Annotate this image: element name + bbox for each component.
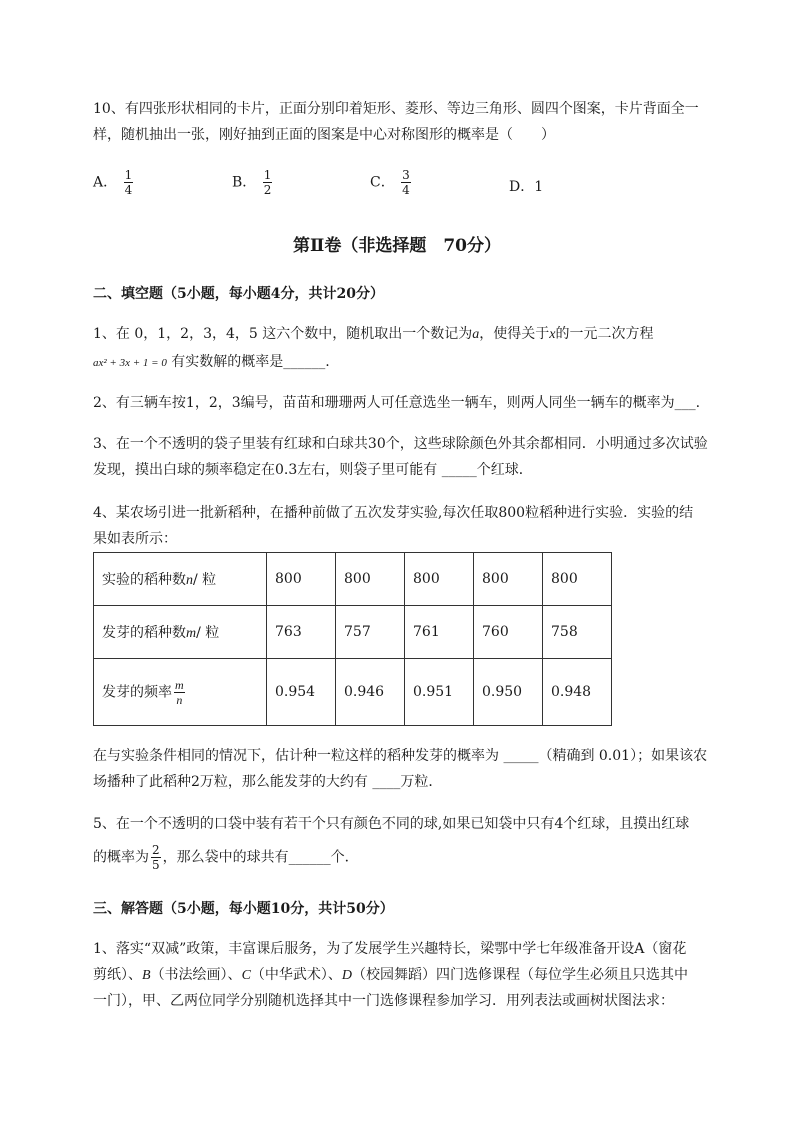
- table-cell: 757: [336, 606, 405, 659]
- s3-q1-var-d: D: [341, 968, 353, 983]
- option-a-label: A．: [93, 174, 118, 191]
- s3-q1-var-b: B: [142, 968, 151, 983]
- row3-label: 发芽的频率: [102, 684, 172, 700]
- table-cell: 758: [543, 606, 612, 659]
- s3-q1-text-d: （校园舞蹈）四门选修课程（每位学生必须且只选其中: [352, 967, 689, 983]
- option-d: D．1: [509, 179, 544, 195]
- s2-q5-line-2: [93, 843, 359, 872]
- table-cell: 763: [267, 606, 336, 659]
- s2-q4-after-1: 在与实验条件相同的情况下，估计种一粒这样的稻种发芽的概率为 _____（精确到 0.01）；如果该农: [93, 748, 708, 764]
- table-cell: 761: [405, 606, 474, 659]
- option-c-fraction: [401, 168, 411, 197]
- s2-q1-line-2: [93, 352, 330, 373]
- option-a: [93, 168, 135, 197]
- option-b: [232, 168, 274, 197]
- s2-q1-var-x: x: [549, 327, 556, 342]
- s3-q1-line-1: 1、落实“双减”政策，丰富课后服务，为了发展学生兴趣特长，梁鄂中学七年级准备开设A（窗花: [93, 941, 687, 957]
- s2-q4-after-2: 场播种了此稻种2万粒，那么能发芽的大约有 ____万粒．: [93, 774, 443, 790]
- option-c-denominator: 4: [402, 183, 410, 197]
- table-cell: 800: [336, 553, 405, 606]
- part-2-title: 第Ⅱ卷（非选择题 70分）: [293, 236, 501, 256]
- s2-q3-line-2: 发现，摸出白球的频率稳定在0.3左右，则袋子里可能有 _____个红球．: [93, 462, 533, 478]
- table-cell: 0.948: [543, 659, 612, 726]
- option-b-numerator: 1: [263, 168, 272, 182]
- option-b-fraction: [263, 168, 273, 197]
- s2-q1-text-a: 1、在 0，1，2，3，4，5 这六个数中，随机取出一个数记为: [93, 326, 473, 342]
- s3-q1-text-a: 剪纸）、: [93, 967, 142, 983]
- row3-numerator: m: [175, 677, 184, 692]
- table-cell: 760: [474, 606, 543, 659]
- s2-q1-equation: ax² + 3x + 1 = 0: [93, 357, 167, 369]
- s2-q5-text-b: ，那么袋中的球共有______个．: [162, 849, 359, 866]
- germination-table: [93, 552, 612, 726]
- option-c-label: C．: [370, 174, 395, 191]
- row-header-frequency: [94, 659, 267, 726]
- s2-q3-line-1: 3、在一个不透明的袋子里装有红球和白球共30个，这些球除颜色外其余都相同．小明通过多次试验: [93, 436, 708, 452]
- row1-label-a: 实验的稻种数: [102, 572, 186, 588]
- option-a-numerator: 1: [124, 168, 133, 182]
- option-a-fraction: [124, 168, 134, 197]
- s3-q1-var-c: C: [241, 968, 251, 983]
- option-b-denominator: 2: [263, 183, 272, 197]
- table-row-seeds: [94, 553, 612, 606]
- s3-q1-text-c: （中华武术）、: [250, 967, 342, 983]
- s2-q5-line-1: 5、在一个不透明的口袋中装有若干个只有颜色不同的球,如果已知袋中只有4个红球，且摸出红球: [93, 816, 690, 832]
- row-header-seeds: [94, 553, 267, 606]
- s2-q1-line-1: [93, 324, 653, 345]
- row1-var: n: [186, 573, 193, 588]
- q10-line-1: 10、有四张形状相同的卡片，正面分别印着矩形、菱形、等边三角形、圆四个图案，卡片背面全一: [93, 101, 699, 117]
- option-a-denominator: 4: [124, 183, 133, 197]
- table-row-germinated: [94, 606, 612, 659]
- table-cell: 0.946: [336, 659, 405, 726]
- section-3-heading: 三、解答题（5小题，每小题10分，共计50分）: [93, 901, 394, 917]
- s3-q1-line-3: 一门），甲、乙两位同学分别随机选择其中一门选修课程参加学习．用列表法或画树状图法求：: [93, 993, 674, 1009]
- s2-q5-denominator: 5: [152, 858, 160, 872]
- s2-q5-fraction: [151, 843, 161, 872]
- s2-q5-numerator: 2: [152, 843, 160, 857]
- s2-q1-text-b: ，使得关于: [479, 326, 550, 342]
- s2-q2: 2、有三辆车按1，2，3编号，苗苗和珊珊两人可任意选坐一辆车，则两人同坐一辆车的概率为___.: [93, 395, 701, 411]
- row2-label-a: 发芽的稻种数: [102, 625, 186, 641]
- row-header-germinated: [94, 606, 267, 659]
- s2-q4-line-2: 果如表所示：: [93, 531, 177, 547]
- table-cell: 800: [474, 553, 543, 606]
- table-row-frequency: [94, 659, 612, 726]
- table-cell: 800: [267, 553, 336, 606]
- row3-denominator: n: [176, 692, 183, 707]
- row2-var: m: [186, 626, 197, 641]
- option-c-numerator: 3: [402, 168, 410, 182]
- table-cell: 0.954: [267, 659, 336, 726]
- row1-label-b: / 粒: [193, 572, 217, 588]
- s2-q1-text-c: 的一元二次方程: [555, 326, 654, 342]
- s3-q1-line-2: [93, 965, 688, 986]
- table-cell: 800: [543, 553, 612, 606]
- table-cell: 0.950: [474, 659, 543, 726]
- s2-q1-text-d: 有实数解的概率是______.: [171, 354, 330, 370]
- table-cell: 800: [405, 553, 474, 606]
- s2-q5-text-a: 的概率为: [93, 849, 149, 866]
- q10-line-2: 样，随机抽出一张，刚好抽到正面的图案是中心对称图形的概率是（ ）: [93, 127, 555, 143]
- row3-fraction: [174, 678, 185, 707]
- section-2-heading: 二、填空题（5小题，每小题4分，共计20分）: [93, 286, 384, 302]
- row2-label-b: / 粒: [196, 625, 220, 641]
- option-b-label: B．: [232, 174, 257, 191]
- s3-q1-text-b: （书法绘画）、: [150, 967, 242, 983]
- s2-q1-var-a: a: [472, 327, 480, 342]
- option-c: [370, 168, 413, 197]
- s2-q4-line-1: 4、某农场引进一批新稻种，在播种前做了五次发芽实验,每次任取800粒稻种进行实验．实验的结: [93, 505, 694, 521]
- table-cell: 0.951: [405, 659, 474, 726]
